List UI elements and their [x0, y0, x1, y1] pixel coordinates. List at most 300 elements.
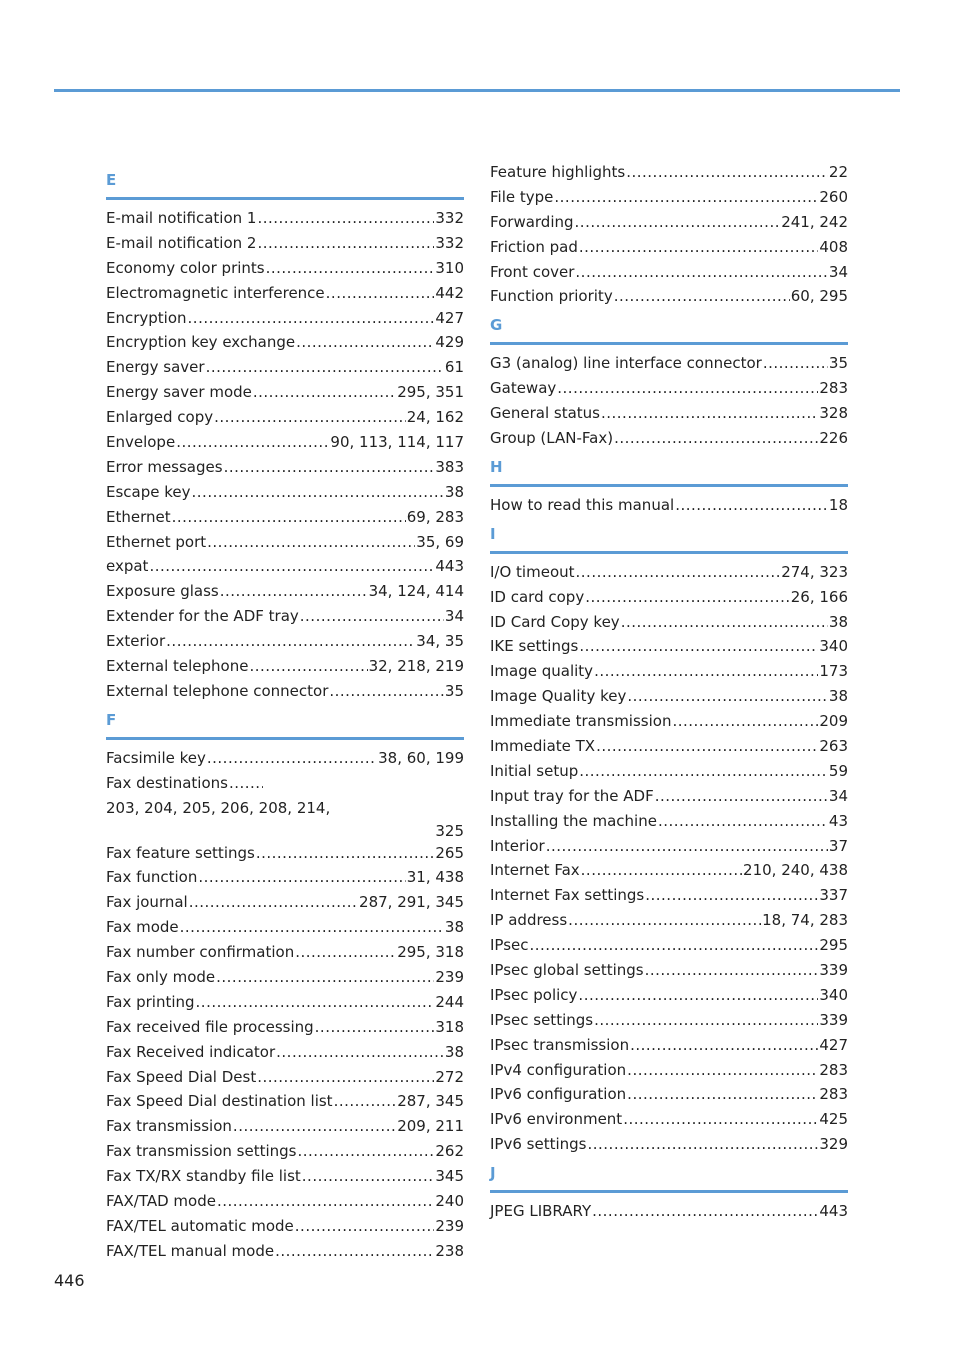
index-term: G3 (analog) line interface connector [490, 354, 762, 373]
dot-leader [627, 1083, 818, 1108]
index-entry [106, 965, 464, 990]
index-entry [490, 351, 848, 376]
index-entry [106, 679, 464, 704]
index-pages: 272 [435, 1067, 464, 1086]
dot-leader [302, 1164, 435, 1189]
section-rule [490, 484, 848, 487]
index-pages: 287, 291, 345 [359, 893, 464, 912]
index-term: Interior [490, 836, 545, 855]
index-term: IPv6 configuration [490, 1085, 627, 1104]
dot-leader [198, 865, 405, 890]
index-term: Image Quality key [490, 687, 627, 706]
index-entry [106, 654, 464, 679]
index-pages: 340 [819, 985, 848, 1004]
index-entry [106, 231, 464, 256]
index-term: Initial setup [490, 761, 579, 780]
index-pages: 60, 295 [790, 287, 848, 306]
index-entry [490, 1008, 848, 1033]
index-entry [490, 1199, 848, 1224]
index-pages: 262 [435, 1142, 464, 1161]
index-term: Fax destinations [106, 773, 228, 792]
index-term: Exterior [106, 632, 166, 651]
index-entry [490, 784, 848, 809]
index-pages: 244 [435, 992, 464, 1011]
index-pages: 283 [819, 379, 848, 398]
index-entry [490, 958, 848, 983]
index-pages: 329 [819, 1135, 848, 1154]
index-entry [490, 684, 848, 709]
index-term: Input tray for the ADF [490, 786, 654, 805]
index-term: Fax Speed Dial destination list [106, 1092, 333, 1111]
header-rule [54, 89, 900, 92]
index-entry [490, 260, 848, 285]
index-term: How to read this manual [490, 495, 675, 514]
index-term: IPv4 configuration [490, 1060, 627, 1079]
index-entry [490, 235, 848, 260]
index-term: IKE settings [490, 637, 579, 656]
dot-leader [296, 330, 434, 355]
index-term: Fax transmission [106, 1117, 232, 1136]
index-pages: 32, 218, 219 [368, 657, 464, 676]
dot-leader [585, 585, 790, 610]
dot-leader [587, 1132, 818, 1157]
index-entry [490, 834, 848, 859]
index-term: Escape key [106, 482, 191, 501]
dot-leader [645, 958, 819, 983]
dot-leader [601, 401, 818, 426]
index-term: E-mail notification 2 [106, 233, 257, 252]
index-term: FAX/TAD mode [106, 1191, 216, 1210]
index-pages: 38 [444, 1042, 464, 1061]
index-entry [106, 1040, 464, 1065]
dot-leader [658, 809, 828, 834]
index-entry [106, 405, 464, 430]
dot-leader [575, 210, 781, 235]
index-entry [106, 480, 464, 505]
index-term: Fax mode [106, 918, 179, 937]
index-term: Ethernet port [106, 532, 207, 551]
section-letter: J [490, 1164, 496, 1183]
dot-leader [256, 841, 435, 866]
dot-leader [275, 1239, 434, 1264]
dot-leader [315, 1015, 435, 1040]
index-entry [106, 1015, 464, 1040]
index-term: Feature highlights [490, 162, 626, 181]
index-pages: 265 [435, 843, 464, 862]
index-pages: 34, 35 [416, 632, 464, 651]
index-pages: 310 [435, 258, 464, 277]
dot-leader [257, 1065, 434, 1090]
index-entry [106, 746, 464, 771]
index-pages: 35 [828, 354, 848, 373]
dot-leader [224, 455, 435, 480]
index-term: Forwarding [490, 212, 574, 231]
dot-leader [295, 1214, 435, 1239]
dot-leader [229, 771, 263, 796]
index-entry [106, 206, 464, 231]
index-entry [106, 579, 464, 604]
section-rule [106, 197, 464, 200]
index-term: General status [490, 404, 600, 423]
index-pages: 90, 113, 114, 117 [330, 433, 464, 451]
index-term: External telephone connector [106, 681, 329, 700]
index-term: Envelope [106, 433, 176, 451]
dot-leader [196, 990, 435, 1015]
section-letter: E [106, 171, 117, 189]
index-pages: 295 [819, 936, 848, 955]
dot-leader [578, 983, 818, 1008]
index-pages: 226 [819, 429, 848, 447]
index-term: Fax feature settings [106, 843, 255, 862]
index-term: Encryption key exchange [106, 333, 296, 352]
index-term: IPsec [490, 936, 529, 955]
index-pages: 260 [819, 187, 848, 206]
index-entry [490, 1107, 848, 1132]
index-pages: 332 [435, 208, 464, 227]
index-entry [106, 1164, 464, 1189]
index-term: Front cover [490, 262, 575, 281]
dot-leader [672, 709, 818, 734]
index-pages: 24, 162 [406, 408, 464, 427]
index-section [490, 315, 848, 451]
index-entry [490, 185, 848, 210]
index-pages: 427 [819, 1035, 848, 1054]
index-pages: 241, 242 [781, 212, 848, 231]
index-term: Gateway [490, 379, 557, 398]
index-term: Fax only mode [106, 967, 216, 986]
index-pages: 345 [435, 1167, 464, 1186]
index-section [106, 710, 464, 1264]
index-pages: 26, 166 [790, 587, 848, 606]
index-term: Exposure glass [106, 582, 219, 601]
dot-leader [180, 915, 444, 940]
dot-leader [216, 965, 434, 990]
index-entry [106, 306, 464, 331]
index-entry [490, 426, 848, 451]
index-entry [490, 376, 848, 401]
dot-leader [621, 610, 828, 635]
index-entry [106, 380, 464, 405]
index-term: Internet Fax [490, 861, 580, 880]
dot-leader [627, 684, 828, 709]
index-entry [106, 771, 464, 841]
index-pages: 443 [435, 557, 464, 576]
index-term: I/O timeout [490, 562, 575, 581]
dot-leader [326, 281, 435, 306]
index-pages: 173 [819, 662, 848, 681]
dot-leader [614, 426, 818, 451]
index-pages: 203, 204, 205, 206, 208, 214, [106, 798, 331, 817]
index-term: Immediate TX [490, 737, 596, 756]
index-entry [490, 634, 848, 659]
index-pages: 287, 345 [397, 1092, 464, 1111]
dot-leader [655, 784, 828, 809]
index-term: Fax Received indicator [106, 1042, 276, 1061]
dot-leader [266, 256, 435, 281]
dot-leader [249, 654, 367, 679]
dot-leader [300, 604, 444, 629]
section-rule [490, 342, 848, 345]
index-section [106, 170, 464, 704]
dot-leader [189, 890, 358, 915]
index-pages: 34, 124, 414 [368, 582, 464, 601]
index-term: Fax printing [106, 992, 195, 1011]
index-pages: 240 [435, 1191, 464, 1210]
index-term: IP address [490, 911, 568, 930]
dot-leader [192, 480, 444, 505]
dot-leader [276, 1040, 444, 1065]
index-entry [106, 1214, 464, 1239]
index-term: External telephone [106, 657, 249, 676]
dot-leader [763, 351, 828, 376]
index-term: Energy saver mode [106, 383, 252, 402]
index-section [490, 457, 848, 518]
index-entry [490, 585, 848, 610]
index-term: Immediate transmission [490, 712, 672, 731]
index-term: File type [490, 187, 554, 206]
index-pages: 59 [828, 761, 848, 780]
index-entry [490, 284, 848, 309]
index-entry [106, 841, 464, 866]
index-term: Installing the machine [490, 811, 657, 830]
index-term: IPsec transmission [490, 1035, 630, 1054]
index-term: Friction pad [490, 237, 578, 256]
index-pages: 283 [819, 1085, 848, 1104]
index-entry [106, 915, 464, 940]
index-pages: 295, 318 [397, 943, 464, 962]
index-pages: 34 [828, 786, 848, 805]
index-pages: 38 [444, 918, 464, 937]
index-entry [106, 1139, 464, 1164]
index-entry [106, 554, 464, 579]
dot-leader [206, 355, 444, 380]
index-entry [106, 890, 464, 915]
index-term: Internet Fax settings [490, 886, 645, 905]
index-term: Fax received file processing [106, 1017, 314, 1036]
index-pages: 295, 351 [397, 383, 464, 402]
index-column-right [490, 160, 848, 1224]
index-entry [106, 505, 464, 530]
index-term: Electromagnetic interference [106, 283, 325, 302]
index-term: Energy saver [106, 358, 205, 377]
index-entry [490, 610, 848, 635]
index-term: Encryption [106, 308, 187, 327]
dot-leader [257, 206, 434, 231]
index-term: Enlarged copy [106, 408, 214, 427]
index-pages: 337 [819, 886, 848, 905]
index-entry [106, 990, 464, 1015]
dot-leader [592, 1199, 818, 1224]
dot-leader [579, 235, 819, 260]
section-letter: F [106, 710, 117, 729]
index-entry [106, 281, 464, 306]
dot-leader [594, 659, 818, 684]
index-pages: 263 [819, 737, 848, 756]
dot-leader [579, 634, 818, 659]
index-pages: 408 [819, 237, 848, 256]
index-pages: 38, 60, 199 [378, 748, 464, 767]
index-entry [106, 330, 464, 355]
index-pages: 18, 74, 283 [762, 911, 848, 930]
index-pages: 425 [819, 1110, 848, 1129]
page-number: 446 [54, 1271, 85, 1290]
index-entry [490, 883, 848, 908]
dot-leader [217, 1189, 434, 1214]
dot-leader [576, 560, 781, 585]
index-entry [490, 908, 848, 933]
index-pages: 429 [435, 333, 464, 352]
index-pages: 238 [435, 1241, 464, 1260]
index-section [490, 524, 848, 1157]
dot-leader [166, 629, 415, 654]
index-term: IPsec settings [490, 1010, 594, 1029]
index-term: E-mail notification 1 [106, 208, 257, 227]
dot-leader [207, 746, 377, 771]
index-pages: 35, 69 [416, 532, 464, 551]
index-entry [106, 1089, 464, 1114]
dot-leader [575, 260, 828, 285]
index-entry [490, 210, 848, 235]
index-term: IPv6 settings [490, 1135, 587, 1154]
dot-leader [334, 1089, 397, 1114]
index-term: Fax number confirmation [106, 943, 295, 962]
index-term: ID card copy [490, 587, 585, 606]
index-pages: 340 [819, 637, 848, 656]
index-entry [490, 809, 848, 834]
index-term: ID Card Copy key [490, 612, 620, 631]
index-entry [490, 1058, 848, 1083]
index-term: Group (LAN-Fax) [490, 429, 614, 447]
dot-leader [257, 231, 434, 256]
dot-leader [233, 1114, 396, 1139]
index-entry [106, 1114, 464, 1139]
index-pages: 38 [444, 482, 464, 501]
index-term: JPEG LIBRARY [490, 1202, 592, 1221]
index-pages: 239 [435, 1216, 464, 1235]
dot-leader [329, 679, 444, 704]
index-pages: 31, 438 [406, 868, 464, 887]
index-pages: 383 [435, 457, 464, 476]
index-entry [106, 629, 464, 654]
index-pages: 442 [435, 283, 464, 302]
index-entry [490, 401, 848, 426]
index-entry [490, 1033, 848, 1058]
index-section [490, 1163, 848, 1224]
index-entry [106, 256, 464, 281]
index-pages: 34 [828, 262, 848, 281]
index-term: Function priority [490, 287, 613, 306]
index-column-left [106, 164, 464, 1264]
index-pages: 339 [819, 1010, 848, 1029]
index-term: FAX/TEL manual mode [106, 1241, 275, 1260]
section-rule [106, 737, 464, 740]
dot-leader [568, 908, 761, 933]
index-pages: 209, 211 [397, 1117, 464, 1136]
index-term: IPsec global settings [490, 961, 644, 980]
index-term: Economy color prints [106, 258, 265, 277]
dot-leader [295, 940, 396, 965]
dot-leader [594, 1008, 818, 1033]
index-term: Ethernet [106, 507, 171, 526]
index-entry [106, 940, 464, 965]
dot-leader [630, 1033, 818, 1058]
index-pages: 34 [444, 607, 464, 626]
dot-leader [554, 185, 818, 210]
index-term: expat [106, 557, 149, 576]
dot-leader [176, 430, 329, 455]
dot-leader [214, 405, 406, 430]
index-entry [106, 1065, 464, 1090]
dot-leader [172, 505, 406, 530]
index-term: IPv6 environment [490, 1110, 623, 1129]
dot-leader [645, 883, 818, 908]
section-letter: H [490, 457, 503, 476]
index-pages: 37 [828, 836, 848, 855]
dot-leader [188, 306, 435, 331]
index-pages: 318 [435, 1017, 464, 1036]
index-term: Fax Speed Dial Dest [106, 1067, 257, 1086]
index-pages: 22 [828, 162, 848, 181]
index-entry [490, 1083, 848, 1108]
index-pages: 18 [828, 495, 848, 514]
index-pages: 239 [435, 967, 464, 986]
index-entry [490, 933, 848, 958]
dot-leader [546, 834, 828, 859]
index-entry [490, 160, 848, 185]
index-entry [490, 493, 848, 518]
index-pages: 427 [435, 308, 464, 327]
dot-leader [579, 759, 828, 784]
index-pages: 43 [828, 811, 848, 830]
dot-leader [627, 1058, 818, 1083]
index-entry [490, 659, 848, 684]
index-pages: 38 [828, 687, 848, 706]
index-pages: 69, 283 [406, 507, 464, 526]
dot-leader [298, 1139, 435, 1164]
index-pages: 274, 323 [781, 562, 848, 581]
index-pages: 210, 240, 438 [743, 861, 848, 880]
dot-leader [596, 734, 818, 759]
dot-leader [623, 1107, 818, 1132]
section-rule [490, 551, 848, 554]
index-entry [490, 709, 848, 734]
index-entry [490, 759, 848, 784]
dot-leader [253, 380, 396, 405]
index-term: Facsimile key [106, 748, 206, 767]
index-entry [490, 1132, 848, 1157]
index-pages: 209 [819, 712, 848, 731]
section-letter: G [490, 316, 503, 335]
dot-leader [581, 858, 742, 883]
dot-leader [675, 493, 828, 518]
index-entry [490, 560, 848, 585]
index-entry [106, 604, 464, 629]
dot-leader [220, 579, 368, 604]
index-term: Fax journal [106, 893, 188, 912]
index-pages: 61 [444, 358, 464, 377]
dot-leader [626, 160, 828, 185]
dot-leader [207, 530, 415, 555]
index-term: Image quality [490, 662, 594, 681]
index-term: Fax function [106, 868, 198, 887]
section-letter: I [490, 524, 496, 543]
index-entry [490, 734, 848, 759]
index-pages: 339 [819, 961, 848, 980]
dot-leader [557, 376, 818, 401]
index-term: Fax transmission settings [106, 1142, 297, 1161]
index-pages: 443 [819, 1202, 848, 1221]
index-pages: 35 [444, 681, 464, 700]
